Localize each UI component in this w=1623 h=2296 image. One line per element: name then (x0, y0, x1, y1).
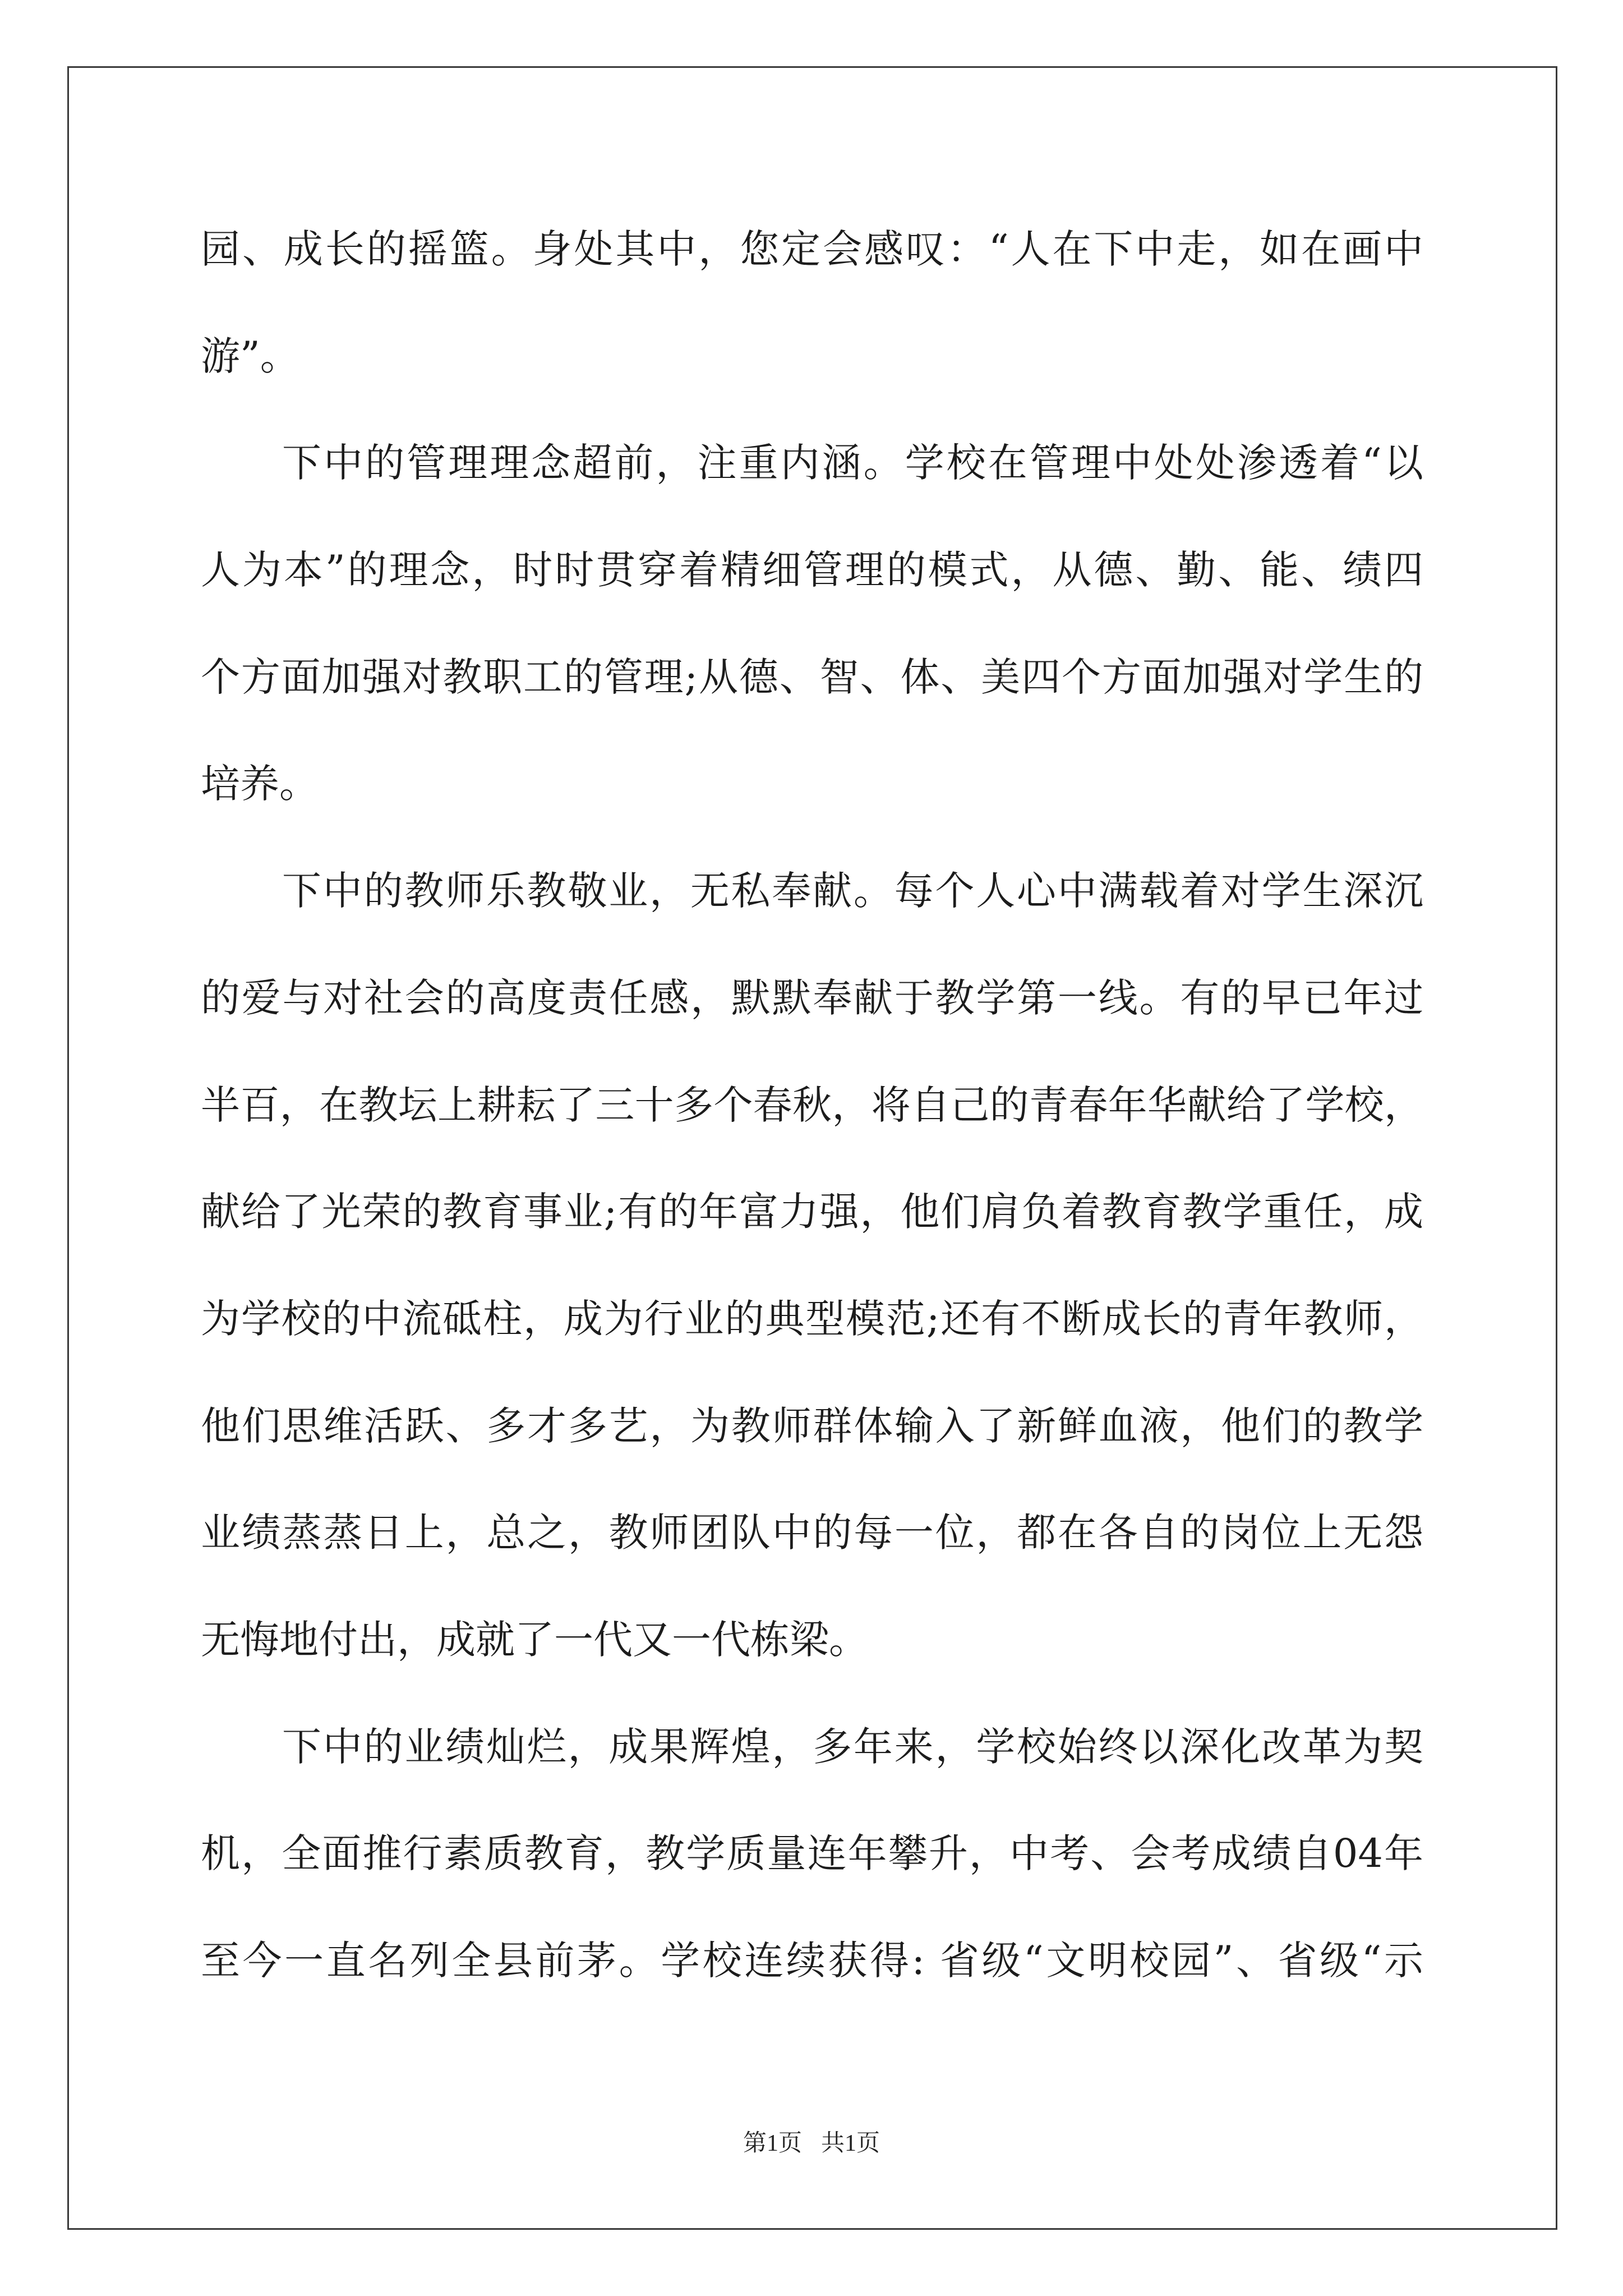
paragraph-line: 业绩蒸蒸日上，总之，教师团队中的每一位，都在各自的岗位上无怨 (201, 1510, 1423, 1556)
paragraph-line: 至今一直名列全县前茅。学校连续获得: 省级“文明校园”、省级“示 (201, 1938, 1423, 1984)
paragraph-line: 献给了光荣的教育事业;有的年富力强，他们肩负着教育教学重任，成 (201, 1189, 1423, 1235)
paragraph (201, 1694, 1423, 2014)
paragraph-line: 培养。 (201, 761, 319, 807)
paragraph-line: 游”。 (201, 333, 299, 379)
document-body (201, 196, 1423, 2014)
page-count: 共1页 (821, 2131, 880, 2156)
paragraph (201, 409, 1423, 838)
paragraph-line: 下中的管理理念超前，注重内涵。学校在管理中处处渗透着“以 (282, 440, 1423, 486)
paragraph (201, 196, 1423, 409)
paragraph-line: 个方面加强对教职工的管理;从德、智、体、美四个方面加强对学生的 (201, 654, 1423, 700)
paragraph-line: 的爱与对社会的高度责任感，默默奉献于教学第一线。有的早已年过 (201, 974, 1423, 1021)
paragraph-line: 下中的业绩灿烂，成果辉煌，多年来，学校始终以深化改革为契 (282, 1723, 1423, 1770)
paragraph-line: 园、成长的摇篮。身处其中，您定会感叹：“人在下中走，如在画中 (201, 226, 1423, 272)
paragraph-line: 他们思维活跃、多才多艺，为教师群体输入了新鲜血液，他们的教学 (201, 1402, 1423, 1449)
paragraph-line: 无悔地付出，成就了一代又一代栋梁。 (201, 1616, 868, 1663)
paragraph-line: 半百，在教坛上耕耘了三十多个春秋，将自己的青春年华献给了学校， (201, 1082, 1423, 1128)
paragraph-line: 为学校的中流砥柱，成为行业的典型模范;还有不断成长的青年教师， (201, 1295, 1423, 1342)
paragraph-line: 人为本”的理念，时时贯穿着精细管理的模式，从德、勤、能、绩四 (201, 547, 1423, 593)
paragraph (201, 838, 1423, 1694)
page-number: 第1页 (743, 2131, 802, 2156)
paragraph-line: 下中的教师乐教敬业，无私奉献。每个人心中满载着对学生深沉 (282, 868, 1423, 914)
page-footer (0, 2129, 1623, 2158)
paragraph-line: 机，全面推行素质教育，教学质量连年攀升，中考、会考成绩自04年 (201, 1830, 1423, 1877)
